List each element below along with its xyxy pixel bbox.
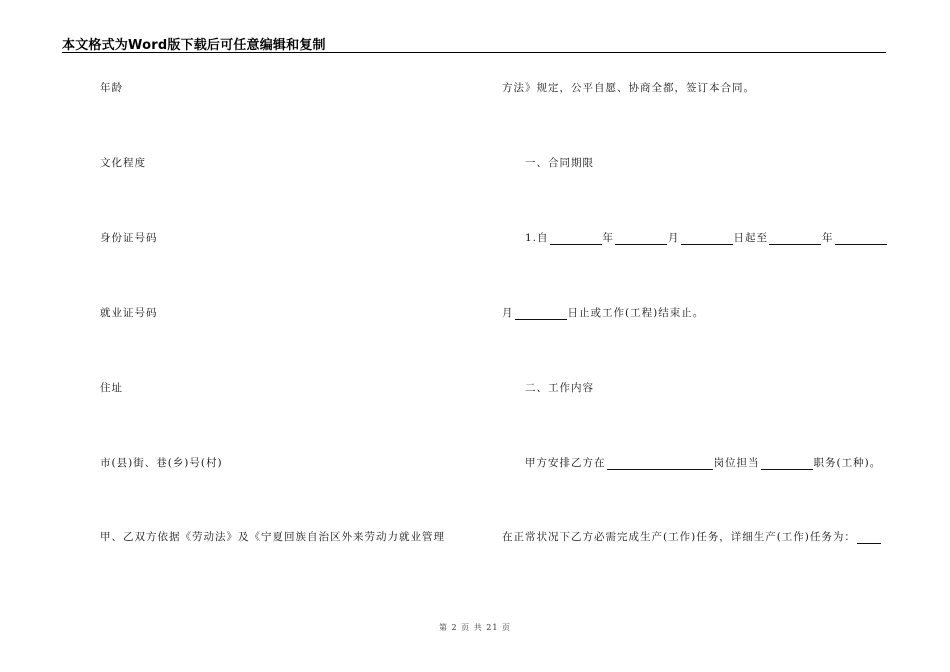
assign-post: 岗位担当 xyxy=(713,457,760,469)
task-line xyxy=(502,529,882,544)
term-month-2: 月 xyxy=(502,307,514,319)
intro-continuation: 方法》规定，公平自愿、协商全都，签订本合同。 xyxy=(502,82,755,94)
document-header xyxy=(62,34,886,53)
field-address: 住址 xyxy=(100,382,123,394)
blank-position xyxy=(607,458,713,470)
term-month-1: 月 xyxy=(668,232,680,244)
header-title: 本文格式为Word版下载后可任意编辑和复制 xyxy=(62,38,326,53)
term-year-2: 年 xyxy=(822,232,834,244)
intro-paragraph: 甲、乙双方依据《劳动法》及《宁夏回族自治区外来劳动力就业管理 xyxy=(100,531,445,543)
term-year-1: 年 xyxy=(602,232,615,244)
blank-year-end xyxy=(769,233,821,245)
term-line-1 xyxy=(525,230,888,245)
term-prefix: 1.自 xyxy=(525,232,549,244)
blank-day-end xyxy=(515,308,567,320)
field-employment-number: 就业证号码 xyxy=(100,307,158,319)
assignment-line xyxy=(525,455,881,470)
section-heading-work: 二、工作内容 xyxy=(525,382,594,394)
section-heading-term: 一、合同期限 xyxy=(525,157,594,169)
blank-month-start xyxy=(615,233,667,245)
term-line-2 xyxy=(502,305,704,320)
term-day-from: 日起至 xyxy=(733,232,769,244)
blank-task xyxy=(857,532,881,544)
assign-end: 职务(工种)。 xyxy=(813,457,882,469)
term-end: 日止或工作(工程)结束止。 xyxy=(567,307,705,319)
field-education: 文化程度 xyxy=(100,157,146,169)
blank-year-start xyxy=(550,233,602,245)
task-text: 在正常状况下乙方必需完成生产(工作)任务，详细生产(工作)任务为： xyxy=(502,531,856,543)
assign-prefix: 甲方安排乙方在 xyxy=(525,457,606,469)
field-id-number: 身份证号码 xyxy=(100,232,158,244)
blank-day-start xyxy=(681,233,733,245)
field-age: 年龄 xyxy=(100,82,123,94)
blank-month-end xyxy=(835,233,887,245)
field-address-detail: 市(县)街、巷(乡)号(村) xyxy=(100,457,223,469)
blank-duty xyxy=(761,458,813,470)
page-number: 第 2 页 共 21 页 xyxy=(439,623,511,632)
